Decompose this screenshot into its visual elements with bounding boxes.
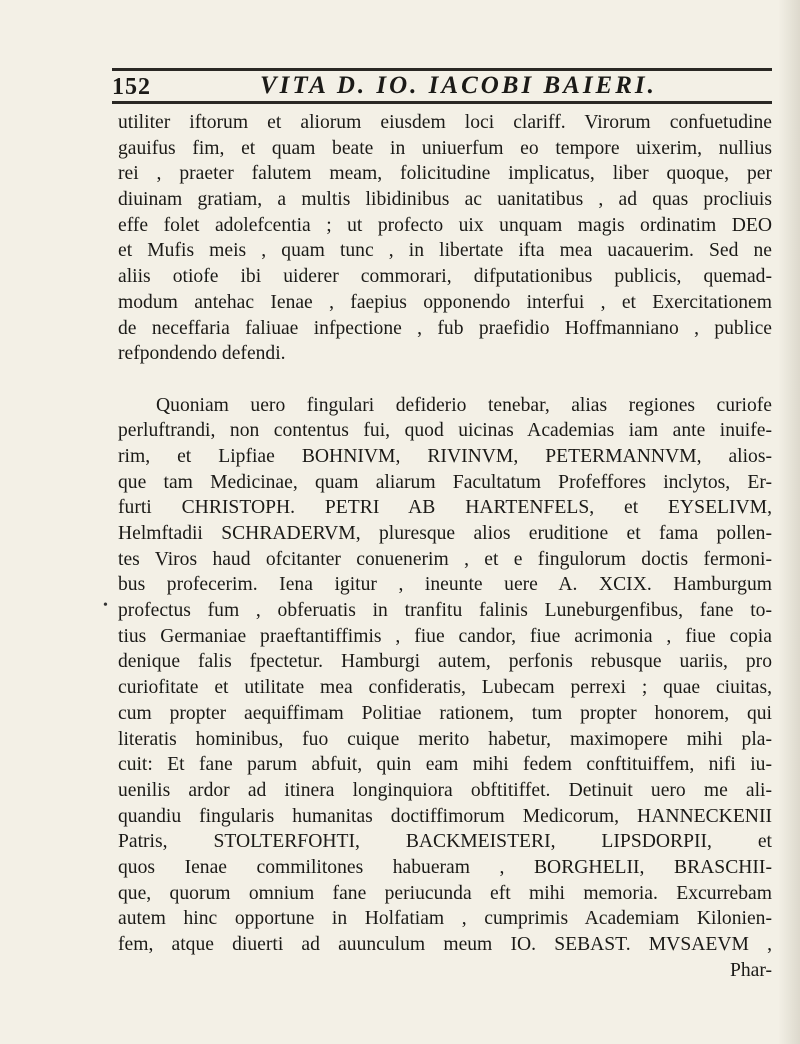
text-line: tius Germaniae praeftantiffimis , fiue candor, fiue acrimonia , fiue copia [118, 625, 772, 647]
text-line: autem hinc opportune in Holfatiam , cumprimis Academiam Kilonien- [118, 908, 772, 930]
text-line: diuinam gratiam, a multis libidinibus ac uanitatibus , ad quas procliuis [118, 189, 772, 211]
paragraph-2 [118, 393, 772, 958]
text-line: rei , praeter falutem meam, folicitudine implicatus, liber quoque, per [118, 163, 772, 185]
text-line: perluftrandi, non contentus fui, quod uicinas Academias iam ante inuife- [118, 420, 772, 442]
text-line: et Mufis meis , quam tunc , in libertate ifta mea uacauerim. Sed ne [118, 240, 772, 262]
text-line: Patris, STOLTERFOHTI, BACKMEISTERI, LIPSDORPII, et [118, 831, 772, 853]
text-line: profectus fum , obferuatis in tranfitu falinis Luneburgenfibus, fane to- [118, 600, 772, 622]
body-text [118, 110, 772, 983]
text-line: furti CHRISTOPH. PETRI AB HARTENFELS, et EYSELIVM, [118, 497, 772, 519]
text-line: uenilis ardor ad itinera longinquiora obftitiffet. Detinuit uero me ali- [118, 779, 772, 801]
text-line: denique falis fpectetur. Hamburgi autem, perfonis rebusque uariis, pro [118, 651, 772, 673]
text-line: cuit: Et fane parum abfuit, quin eam mihi fedem conftituiffem, nifi iu- [118, 754, 772, 776]
page-edge-shadow [778, 0, 800, 1044]
text-line: rim, et Lipfiae BOHNIVM, RIVINVM, PETERMANNVM, alios- [118, 445, 772, 467]
catchword: Phar- [729, 959, 772, 981]
text-line: bus profecerim. Iena igitur , ineunte uere A. XCIX. Hamburgum [118, 574, 772, 596]
text-line: gauifus fim, et quam beate in uniuerfum eo tempore uixerim, nullius [118, 137, 772, 159]
text-line: que tam Medicinae, quam aliarum Facultatum Profeffores inclytos, Er- [118, 471, 772, 493]
page-header [112, 64, 768, 104]
running-title: VITA D. IO. IACOBI BAIERI. [260, 72, 657, 99]
paragraph-1 [118, 110, 772, 367]
text-line: refpondendo defendi. [118, 343, 286, 365]
header-rule-bottom [112, 101, 772, 104]
text-line: effe folet adolefcentia ; ut profecto uix unquam magis ordinatim DEO [118, 214, 772, 236]
page-number: 152 [112, 74, 151, 100]
text-line: fem, atque diuerti ad auunculum meum IO. SEBAST. MVSAEVM , [118, 934, 772, 955]
text-line: Quoniam uero fingulari defiderio tenebar, alias regiones curiofe [156, 394, 772, 416]
text-line: Helmftadii SCHRADERVM, pluresque alios eruditione et fama pollen- [118, 523, 772, 544]
text-line: curiofitate et utilitate mea confideratis, Lubecam perrexi ; quae ciuitas, [118, 677, 772, 699]
text-line: de neceffaria faliuae infpectione , fub praefidio Hoffmanniano , publice [118, 317, 772, 339]
text-line: que, quorum omnium fane periucunda eft mihi memoria. Excurrebam [118, 882, 772, 904]
text-line: utiliter iftorum et aliorum eiusdem loci clariff. Virorum confuetudine [118, 112, 772, 133]
text-line: aliis otiofe ibi uiderer commorari, difputationibus publicis, quemad- [118, 266, 772, 288]
text-line: modum antehac Ienae , faepius opponendo interfui , et Exercitationem [118, 291, 772, 313]
text-line: literatis hominibus, fuo cuique merito habetur, maximopere mihi pla- [118, 728, 772, 750]
margin-mark: • [103, 598, 108, 613]
text-line: quos Ienae commilitones habueram , BORGHELII, BRASCHII- [118, 856, 772, 878]
text-line: tes Viros haud ofcitanter conuenerim , et e fingulorum doctis fermoni- [118, 548, 772, 570]
text-line: cum propter aequiffimam Politiae rationem, tum propter honorem, qui [118, 702, 772, 724]
text-line: quandiu fingularis humanitas doctiffimorum Medicorum, HANNECKENII [118, 805, 772, 827]
